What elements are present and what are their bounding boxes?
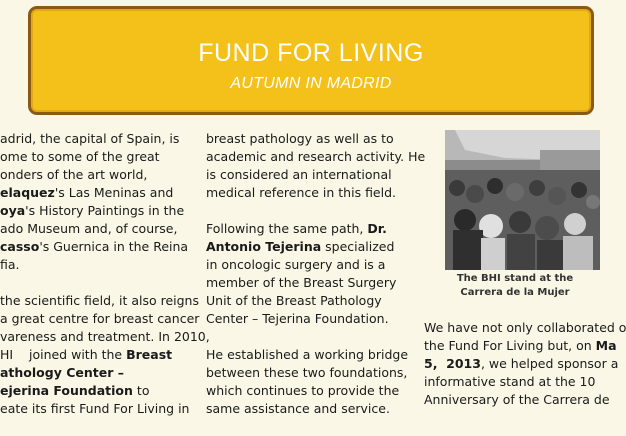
text-line: the scientific field, it also reigns — [0, 293, 199, 308]
text-column-right — [424, 319, 626, 427]
text-line: which continues to provide the — [206, 383, 400, 398]
caption-line: The BHI stand at the — [456, 273, 574, 284]
text-line: eate its first Fund For Living in — [0, 401, 190, 416]
organization-name: ejerina Foundation — [0, 383, 133, 398]
paragraph-madrid-art — [0, 130, 189, 274]
text-line: is considered an international — [206, 167, 392, 182]
text-line: medical reference in this field. — [206, 185, 397, 200]
text-line: in oncologic surgery and is a — [206, 257, 386, 272]
title-banner — [28, 6, 594, 115]
artist-name: elaquez — [0, 185, 55, 200]
event-date: 5, 2013 — [424, 356, 481, 371]
text-line: vareness and treatment. In 2010, — [0, 329, 210, 344]
bhi-stand-photo — [445, 130, 600, 270]
paragraph-sponsorship — [424, 319, 626, 409]
text-line: academic and research activity. He — [206, 149, 426, 164]
text-line: HI joined with the Breast — [0, 347, 173, 362]
text-line: 5, 2013, we helped sponsor a — [424, 356, 619, 371]
text-line: member of the Breast Surgery — [206, 275, 397, 290]
banner-subtitle: AUTUMN IN MADRID — [230, 75, 392, 92]
text-line: Antonio Tejerina specialized — [206, 239, 395, 254]
event-date: Ma — [595, 338, 617, 353]
text-line: He established a working bridge — [206, 347, 409, 362]
doctor-name: Dr. — [367, 221, 387, 236]
paragraph-research — [206, 130, 426, 202]
banner-title: FUND FOR LIVING — [198, 39, 424, 67]
doctor-name: Antonio Tejerina — [206, 239, 322, 254]
photo-caption — [445, 272, 585, 300]
text-line: oya's History Paintings in the — [0, 203, 185, 218]
text-line: Following the same path, Dr. — [206, 221, 387, 236]
text-column-left — [0, 130, 210, 436]
text-line: fia. — [0, 257, 20, 272]
text-line: adrid, the capital of Spain, is — [0, 131, 180, 146]
text-line: a great centre for breast cancer — [0, 311, 200, 326]
paragraph-bridge — [206, 346, 409, 418]
text-line: We have not only collaborated o — [424, 320, 626, 335]
text-line: ado Museum and, of course, — [0, 221, 178, 236]
text-line: Center – Tejerina Foundation. — [206, 311, 389, 326]
text-line — [0, 364, 180, 382]
text-line: elaquez's Las Meninas and — [0, 185, 174, 200]
crowd-photo-illustration — [445, 130, 600, 270]
text-line: the Fund For Living but, on Ma — [424, 338, 617, 353]
organization-name: athology Center – — [0, 365, 124, 380]
organization-name: Breast — [126, 347, 173, 362]
text-line: between these two foundations, — [206, 365, 408, 380]
paragraph-tejerina — [206, 220, 402, 328]
paragraph-madrid-science — [0, 292, 210, 418]
artist-name: oya — [0, 203, 26, 218]
text-line: breast pathology as well as to — [206, 131, 394, 146]
text-line: informative stand at the 10 — [424, 374, 596, 389]
caption-line: Carrera de la Mujer — [460, 287, 570, 298]
text-line: Unit of the Breast Pathology — [206, 293, 382, 308]
text-line: ejerina Foundation to — [0, 383, 150, 398]
text-line: ome to some of the great — [0, 149, 160, 164]
text-line: same assistance and service. — [206, 401, 390, 416]
text-column-middle — [206, 130, 426, 436]
artist-name: casso — [0, 239, 40, 254]
text-line: Anniversary of the Carrera de — [424, 392, 610, 407]
text-line: onders of the art world, — [0, 167, 148, 182]
text-line: casso's Guernica in the Reina — [0, 239, 189, 254]
